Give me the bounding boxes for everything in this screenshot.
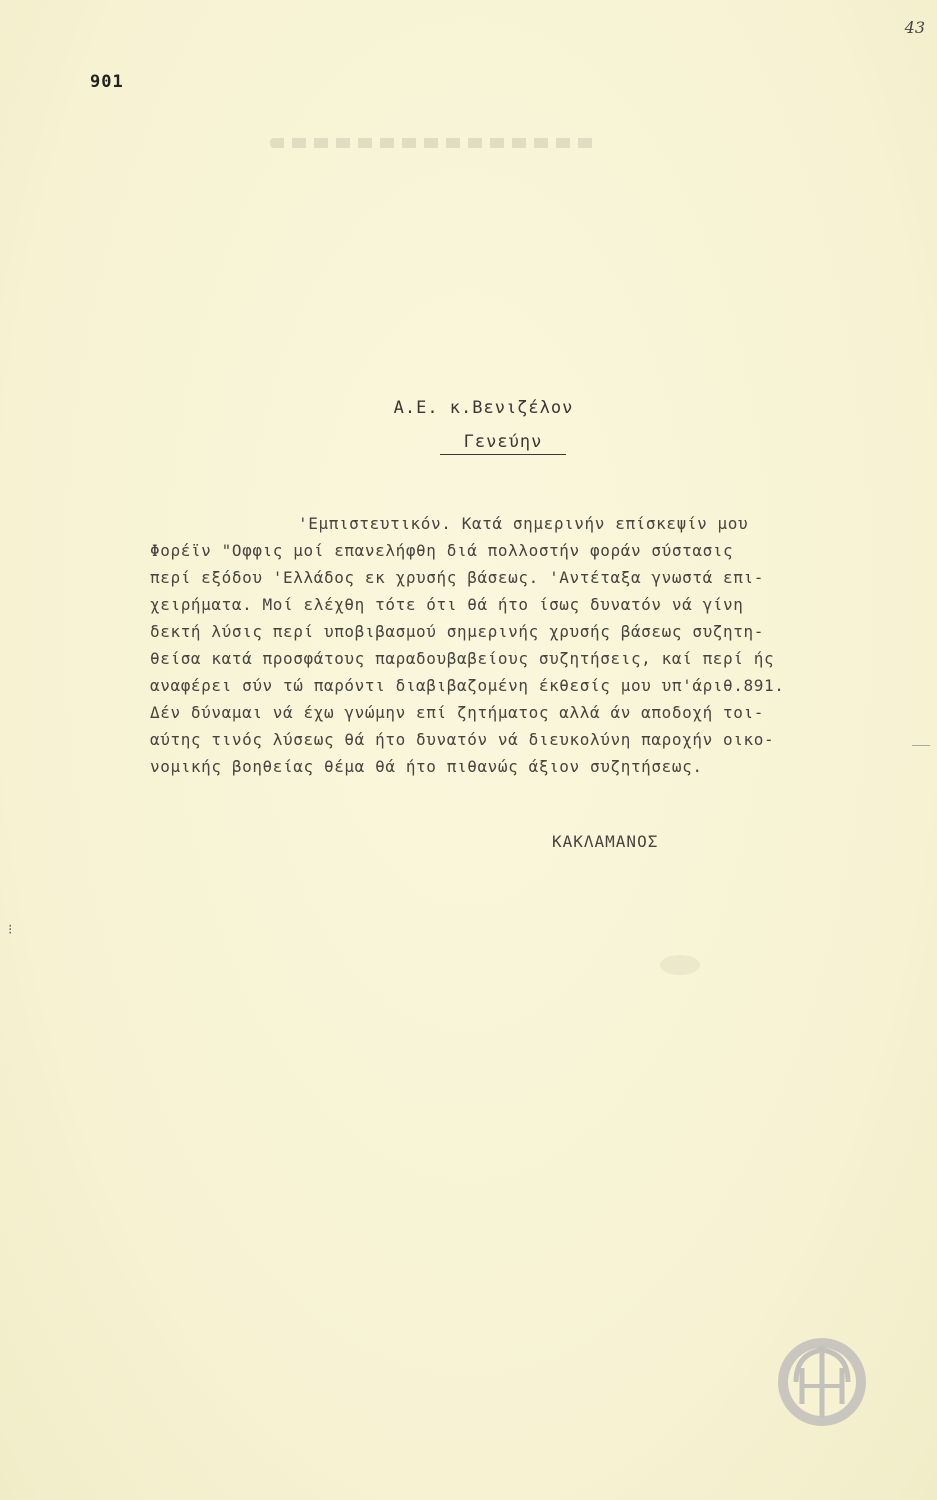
document-number: 901 (90, 72, 124, 92)
folio-number: 43 (904, 18, 925, 37)
body-line: δεκτή λύσις περί υποβιβασμού σημερινής χρυσής βάσεως συζητη- (150, 622, 764, 641)
body-line: θείσα κατά προσφάτους παραδουβαβείους συζητήσεις, καί περί ής (150, 649, 775, 668)
recipient-line: Α.Ε. κ.Βενιζέλον (393, 398, 574, 418)
margin-mark: ⁝ (8, 922, 13, 938)
body-line: αναφέρει σύν τώ παρόντι διαβιβαζομένη έκθεσίς μου υπ'άριθ.891. (150, 676, 785, 695)
location-line: Γενεύην (440, 432, 566, 455)
body-line: χειρήματα. Μοί ελέχθη τότε ότι θά ήτο ίσως δυνατόν νά γίνη (150, 595, 744, 614)
body-line: 'Εμπιστευτικόν. Κατά σημερινήν επίσκεψίν μου (298, 514, 749, 533)
margin-dash (912, 745, 930, 746)
signature: ΚΑΚΛΑΜΑΝΟΣ (552, 832, 659, 851)
ink-smudge (270, 138, 600, 148)
body-line: Φορέϊν "Οφφις μοί επανελήφθη διά πολλοστήν φοράν σύστασις (150, 541, 734, 560)
body-line: αύτης τινός λύσεως θά ήτο δυνατόν νά διευκολύνη παροχήν οικο- (150, 730, 775, 749)
body-line: περί εξόδου 'Ελλάδος εκ χρυσής βάσεως. 'Αντέταξα γνωστά επι- (150, 568, 764, 587)
body-line: Δέν δύναμαι νά έχω γνώμην επί ζητήματος αλλά άν αποδοχή τοι- (150, 703, 764, 722)
paper-stain (660, 955, 700, 975)
archive-seal-icon (776, 1336, 868, 1428)
telegram-body (150, 510, 920, 780)
body-line: νομικής βοηθείας θέμα θά ήτο πιθανώς άξιον συζητήσεως. (150, 757, 703, 776)
